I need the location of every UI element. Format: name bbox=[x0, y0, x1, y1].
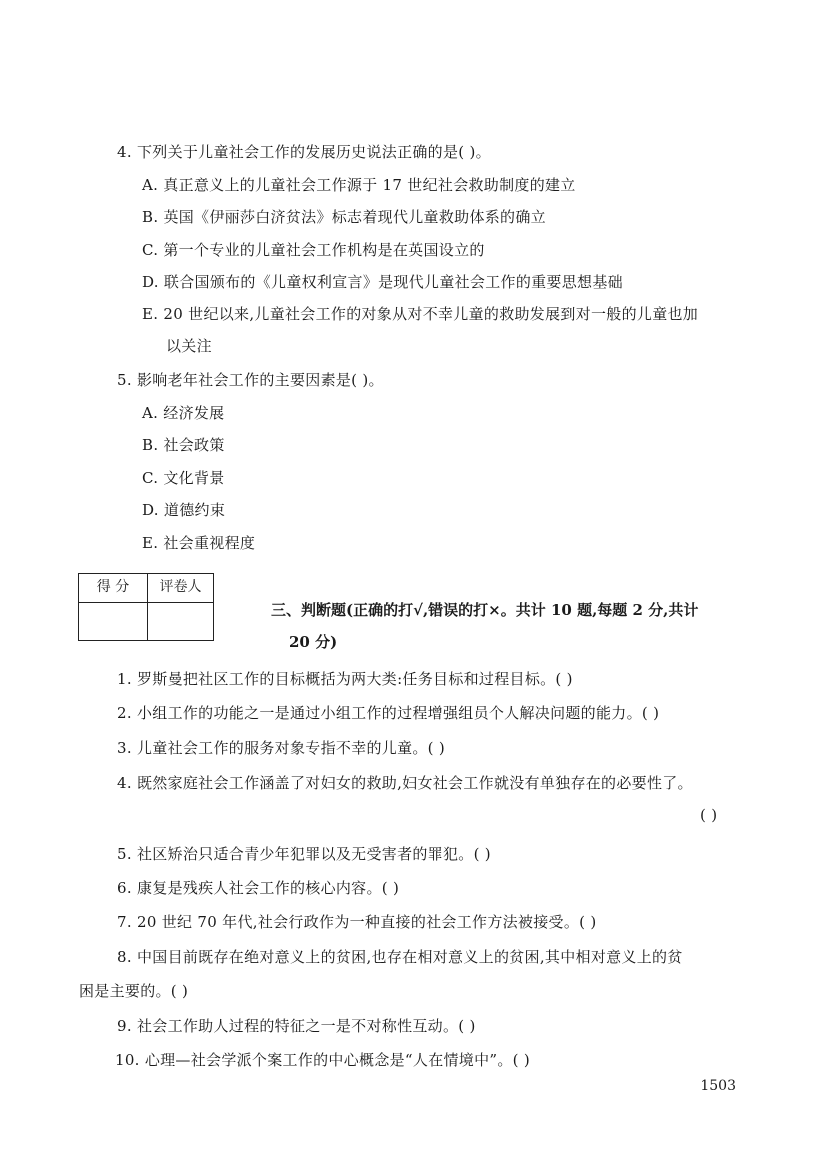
question-4-option-c: C. 第一个专业的儿童社会工作机构是在英国设立的 bbox=[142, 241, 485, 259]
score-label: 得 分 bbox=[79, 574, 148, 603]
tf-item-6: 6. 康复是残疾人社会工作的核心内容。( ) bbox=[117, 879, 400, 897]
tf-item-1: 1. 罗斯曼把社区工作的目标概括为两大类:任务目标和过程目标。( ) bbox=[117, 670, 573, 688]
tf-item-10: 10. 心理—社会学派个案工作的中心概念是“人在情境中”。( ) bbox=[115, 1051, 531, 1069]
page-number: 1503 bbox=[700, 1078, 736, 1094]
tf-item-4: 4. 既然家庭社会工作涵盖了对妇女的救助,妇女社会工作就没有单独存在的必要性了。 bbox=[117, 774, 693, 792]
score-entry-cell bbox=[79, 603, 148, 640]
section-title: 三、判断题(正确的打√,错误的打×。共计 10 题,每题 2 分,共计 bbox=[271, 601, 699, 619]
tf-item-4-answer-paren: ( ) bbox=[700, 806, 718, 824]
question-5-option-e: E. 社会重视程度 bbox=[142, 534, 256, 552]
question-5-stem: 5. 影响老年社会工作的主要因素是( )。 bbox=[117, 371, 384, 389]
question-5-option-b: B. 社会政策 bbox=[142, 436, 225, 454]
question-5-option-a: A. 经济发展 bbox=[142, 404, 225, 422]
question-4-option-b: B. 英国《伊丽莎白济贫法》标志着现代儿童救助体系的确立 bbox=[142, 208, 546, 226]
tf-item-9: 9. 社会工作助人过程的特征之一是不对称性互动。( ) bbox=[117, 1017, 476, 1035]
tf-item-8-continued: 困是主要的。( ) bbox=[79, 982, 189, 1000]
tf-item-7: 7. 20 世纪 70 年代,社会行政作为一种直接的社会工作方法被接受。( ) bbox=[117, 913, 597, 931]
tf-item-2: 2. 小组工作的功能之一是通过小组工作的过程增强组员个人解决问题的能力。( ) bbox=[117, 704, 660, 722]
question-5-option-d: D. 道德约束 bbox=[142, 501, 226, 519]
tf-item-8: 8. 中国目前既存在绝对意义上的贫困,也存在相对意义上的贫困,其中相对意义上的贫 bbox=[117, 948, 683, 966]
grader-label: 评卷人 bbox=[148, 574, 213, 603]
section-title-continued: 20 分) bbox=[289, 633, 338, 651]
question-4-option-d: D. 联合国颁布的《儿童权利宣言》是现代儿童社会工作的重要思想基础 bbox=[142, 273, 623, 291]
question-4-option-e-continued: 以关注 bbox=[166, 337, 212, 355]
score-table bbox=[78, 573, 214, 641]
question-5-option-c: C. 文化背景 bbox=[142, 469, 225, 487]
grader-entry-cell bbox=[148, 603, 213, 640]
tf-item-3: 3. 儿童社会工作的服务对象专指不幸的儿童。( ) bbox=[117, 739, 446, 757]
question-4-stem: 4. 下列关于儿童社会工作的发展历史说法正确的是( )。 bbox=[117, 143, 491, 161]
question-4-option-e: E. 20 世纪以来,儿童社会工作的对象从对不幸儿童的救助发展到对一般的儿童也加 bbox=[142, 305, 699, 323]
question-4-option-a: A. 真正意义上的儿童社会工作源于 17 世纪社会救助制度的建立 bbox=[142, 176, 576, 194]
tf-item-5: 5. 社区矫治只适合青少年犯罪以及无受害者的罪犯。( ) bbox=[117, 845, 491, 863]
